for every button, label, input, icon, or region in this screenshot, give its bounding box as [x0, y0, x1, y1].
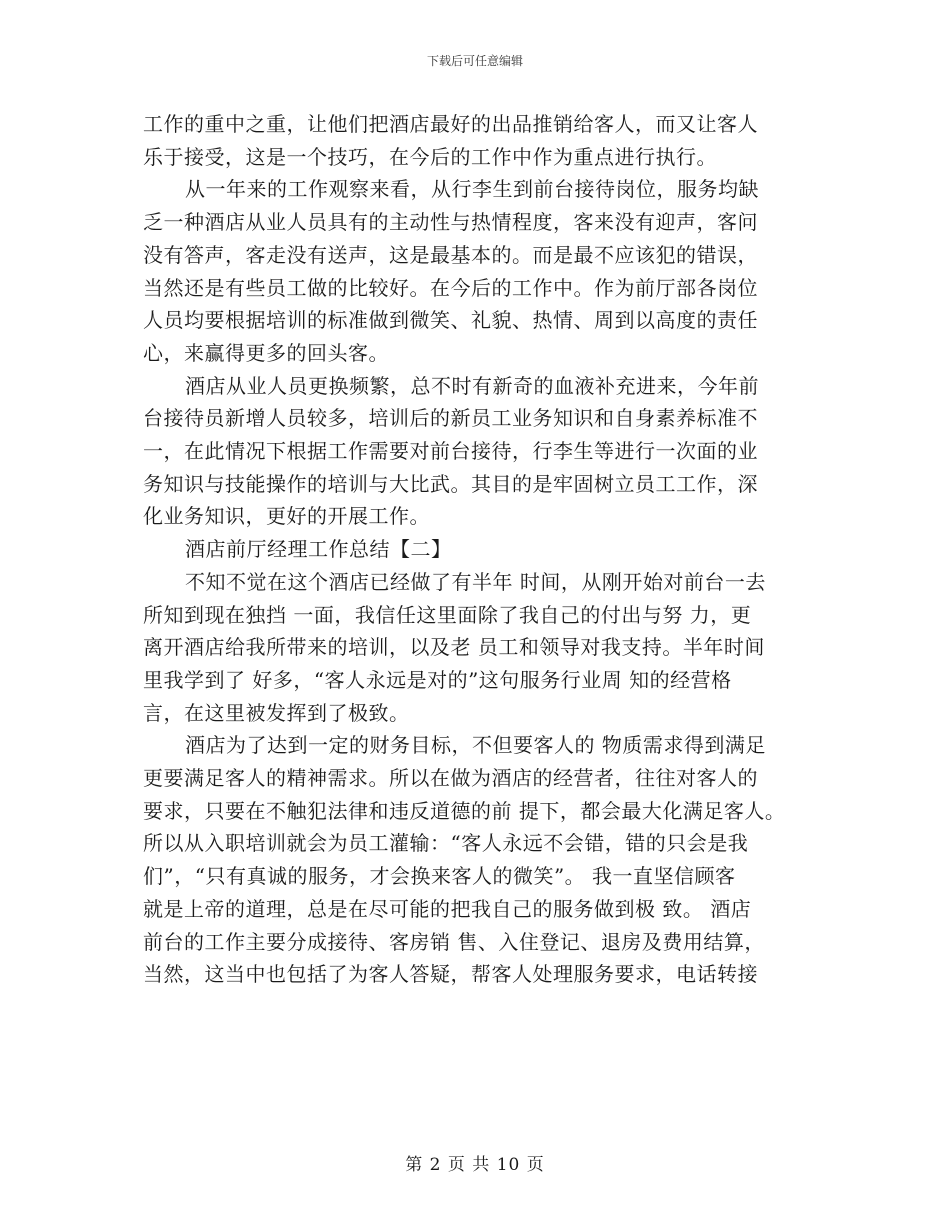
text-line: 乏一种酒店从业人员具有的主动性与热情程度，客来没有迎声，客问: [143, 210, 758, 235]
text-line: 台接待员新增人员较多，培训后的新员工业务知识和自身素养标准不: [143, 406, 758, 431]
text-line: 所以从入职培训就会为员工灌输：“客人永远不会错，错的只会是我: [143, 831, 749, 856]
text-line: 乐于接受，这是一个技巧，在今后的工作中作为重点进行执行。: [143, 144, 717, 169]
document-body: [143, 108, 823, 991]
text-line: 酒店从业人员更换频繁，总不时有新奇的血液补充进来，今年前: [185, 373, 759, 398]
section-heading: 酒店前厅经理工作总结【二】: [185, 537, 452, 562]
text-line: 心，来赢得更多的回头客。: [143, 340, 389, 365]
text-line: 没有答声，客走没有送声，这是最基本的。而是最不应该犯的错误，: [143, 242, 758, 267]
text-line: 酒店为了达到一定的财务目标，不但要客人的 物质需求得到满足: [185, 733, 766, 758]
text-line: 工作的重中之重，让他们把酒店最好的出品推销给客人，而又让客人: [143, 112, 758, 136]
text-line: 要求，只要在不触犯法律和违反道德的前 提下，都会最大化满足客人。: [143, 798, 786, 823]
page-header: 下载后可任意编辑: [426, 54, 523, 68]
text-line: 就是上帝的道理，总是在尽可能的把我自己的服务做到极 致。 酒店: [143, 896, 752, 921]
text-line: 当然还是有些员工做的比较好。在今后的工作中。作为前厅部各岗位: [143, 275, 758, 300]
text-line: 更要满足客人的精神需求。所以在做为酒店的经营者，往往对客人的: [143, 766, 758, 791]
text-line: 言，在这里被发挥到了极致。: [143, 700, 410, 725]
text-line: 不知不觉在这个酒店已经做了有半年 时间，从刚开始对前台一去: [185, 569, 766, 594]
text-line: 化业务知识，更好的开展工作。: [143, 504, 430, 529]
text-line: 前台的工作主要分成接待、客房销 售、入住登记、退房及费用结算，: [143, 929, 765, 954]
text-line: 离开酒店给我所带来的培训，以及老 员工和领导对我支持。半年时间: [143, 635, 765, 660]
text-line: 一，在此情况下根据工作需要对前台接待，行李生等进行一次面的业: [143, 439, 758, 464]
text-line: 从一年来的工作观察来看，从行李生到前台接待岗位，服务均缺: [185, 177, 759, 202]
page-number-footer: 第 2 页 共 10 页: [405, 1155, 545, 1175]
text-line: 人员均要根据培训的标准做到微笑、礼貌、热情、周到以高度的责任: [143, 308, 758, 333]
text-line: 里我学到了 好多，“客人永远是对的”这句服务行业周 知的经营格: [143, 667, 732, 692]
text-line: 当然，这当中也包括了为客人答疑，帮客人处理服务要求，电话转接: [143, 962, 758, 987]
text-line: 们”，“只有真诚的服务，才会换来客人的微笑”。 我一直坚信顾客: [143, 864, 736, 889]
text-line: 所知到现在独挡 一面，我信任这里面除了我自己的付出与努 力，更: [143, 602, 752, 627]
text-line: 务知识与技能操作的培训与大比武。其目的是牢固树立员工工作，深: [143, 471, 758, 496]
